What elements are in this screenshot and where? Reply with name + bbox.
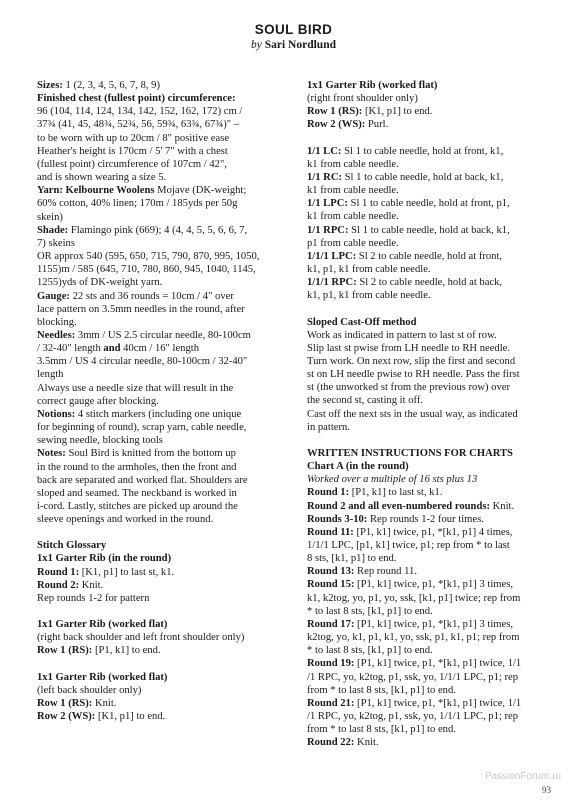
round-row: Round 21: [P1, k1] twice, p1, *[k1, p1] twice, 1/1 xyxy=(307,697,522,709)
round-line: from * to last 8 sts, [k1, p1] to end. xyxy=(307,684,456,696)
yarn-line: 60% cotton, 40% linen; 170m / 185yds per 50g xyxy=(37,198,238,210)
round-row: Round 15: [P1, k1] twice, p1, *[k1, p1] 3 times, xyxy=(307,579,513,591)
shade-line: 7) skeins xyxy=(37,237,75,249)
chest-line: 37¾ (41, 45, 48¾, 52¾, 56, 59¾, 63¾, 67¾)" – xyxy=(37,119,240,131)
spacer xyxy=(37,658,285,671)
spacer xyxy=(307,434,557,447)
round-row: Round 19: [P1, k1] twice, p1, *[k1, p1] twice, 1/1 xyxy=(307,658,522,670)
glossary-row: Round 1: [K1, p1] to last st, k1. xyxy=(37,566,175,578)
spacer xyxy=(37,526,285,539)
cable-def: 1/1/1 RPC: Sl 2 to cable needle, hold at back, xyxy=(307,277,503,289)
notions-line: for beginning of round), scrap yarn, cable needle, xyxy=(37,422,247,434)
cable-def: 1/1/1 LPC: Sl 2 to cable needle, hold at front, xyxy=(307,250,503,262)
round-row: Round 17: [P1, k1] twice, p1, *[k1, p1] 3 times, xyxy=(307,618,513,630)
spacer xyxy=(307,132,557,145)
yarn: Yarn: Kelbourne Woolens Mojave (DK-weight; xyxy=(37,185,247,197)
sloped-line: Turn work. On next row, slip the first and second xyxy=(307,355,516,367)
page-number: 93 xyxy=(542,785,551,795)
needles-line: 3.5mm / US 4 circular needle, 80-100cm / 32-40" xyxy=(37,356,248,368)
gauge-line: lace pattern on 3.5mm needles in the round, after xyxy=(37,303,245,315)
chest-line: and is shown wearing a size 5. xyxy=(37,172,167,184)
gauge-line: blocking. xyxy=(37,316,77,328)
glossary-item-heading: 1x1 Garter Rib (worked flat) xyxy=(307,80,438,91)
page-header xyxy=(0,22,587,53)
shade-line: 1255)yds of DK-weight yarn. xyxy=(37,277,163,289)
shade-line: OR approx 540 (595, 650, 715, 790, 870, 995, 1050, xyxy=(37,251,260,263)
cable-def: 1/1 RPC: Sl 1 to cable needle, hold at back, k1, xyxy=(307,224,510,236)
round-line: 1/1/1 LPC, [p1, k1] twice, p1; rep from * to last xyxy=(307,540,510,551)
yarn-line: skein) xyxy=(37,211,63,223)
chest-label: Finished chest (fullest point) circumference: xyxy=(37,93,236,105)
cable-def-line: k1 from cable needle. xyxy=(307,211,399,223)
round-row: Round 13: Rep round 11. xyxy=(307,566,417,578)
round-line: /1 RPC, yo, k2tog, p1, ssk, yo, 1/1/1 LPC, p1; rep xyxy=(307,671,519,683)
glossary-row: Row 2 (WS): [K1, p1] to end. xyxy=(37,711,166,723)
round-line: from * to last 8 sts, [k1, p1] to end. xyxy=(307,724,456,736)
pattern-title: SOUL BIRD xyxy=(254,22,333,37)
needles-line: correct gauge after blocking. xyxy=(37,395,159,407)
cable-def-line: k1 from cable needle. xyxy=(307,185,399,197)
round-row: Round 2 and all even-numbered rounds: Knit. xyxy=(307,500,515,512)
notes-line: back are separated and worked flat. Shoulders are xyxy=(37,474,248,486)
sloped-line: in pattern. xyxy=(307,421,350,433)
glossary-sub: (right front shoulder only) xyxy=(307,93,418,105)
round-line: * to last 8 sts, [k1, p1] to end. xyxy=(307,645,433,657)
glossary-item-heading: 1x1 Garter Rib (worked flat) xyxy=(37,619,168,631)
glossary-item-heading: 1x1 Garter Rib (in the round) xyxy=(37,553,172,565)
round-row: Round 22: Knit. xyxy=(307,737,379,749)
notes: Notes: Soul Bird is knitted from the bottom up xyxy=(37,448,236,460)
round-row: Round 11: [P1, k1] twice, p1, *[k1, p1] 4 times, xyxy=(307,526,513,538)
sloped-heading: Sloped Cast-Off method xyxy=(307,316,417,328)
notes-line: sloped and seamed. The neckband is worked in xyxy=(37,487,237,499)
written-heading: WRITTEN INSTRUCTIONS FOR CHARTS xyxy=(307,447,513,459)
chest-line: to be worn with up to 20cm / 8" positive ease xyxy=(37,132,230,144)
shade-line: 1155)m / 585 (645, 710, 780, 860, 945, 1040, 1145, xyxy=(37,264,256,276)
sloped-line: Slip last st pwise from LH needle to RH needle. xyxy=(307,342,511,354)
glossary-row: Row 1 (RS): [P1, k1] to end. xyxy=(37,645,161,657)
glossary-row: Row 2 (WS): Purl. xyxy=(307,119,389,131)
needles-line: Always use a needle size that will result in the xyxy=(37,382,234,394)
needles-line: length xyxy=(37,369,64,381)
round-line: * to last 8 sts, [k1, p1] to end. xyxy=(307,605,433,617)
round-line: 8 sts, [k1, p1] to end. xyxy=(307,553,397,565)
spacer xyxy=(307,303,557,316)
needles-line: / 32-40" length and 40cm / 16" length xyxy=(37,343,199,355)
sloped-line: st (the unworked st from the previous row) over xyxy=(307,382,510,394)
sloped-line: Work as indicated in pattern to last st of row. xyxy=(307,329,497,341)
needles: Needles: 3mm / US 2.5 circular needle, 80-100cm xyxy=(37,329,251,341)
cable-def-line: k1 from cable needle. xyxy=(307,158,399,170)
chart-a-sub: Worked over a multiple of 16 sts plus 13 xyxy=(307,474,478,486)
watermark-site: PassionForum.ru xyxy=(484,771,561,782)
cable-def: 1/1 RC: Sl 1 to cable needle, hold at back, k1, xyxy=(307,171,504,183)
sloped-line: Cast off the next sts in the usual way, as indicated xyxy=(307,408,518,420)
spacer xyxy=(37,605,285,618)
round-line: k2tog, yo, k1, p1, k1, yo, ssk, p1, k1, p1; rep from xyxy=(307,632,520,644)
chest-line: Heather's height is 170cm / 5' 7" with a chest xyxy=(37,145,228,157)
round-line: k1, k2tog, yo, p1, yo, ssk, [k1, p1] twice; rep from xyxy=(307,592,521,604)
notes-line: sleeve openings and worked in the round. xyxy=(37,514,214,526)
chest-line: 96 (104, 114, 124, 134, 142, 152, 162, 172) cm / xyxy=(37,106,243,118)
glossary-row: Rep rounds 1-2 for pattern xyxy=(37,592,150,604)
glossary-sub: (left back shoulder only) xyxy=(37,684,142,696)
round-row: Round 1: [P1, k1] to last st, k1. xyxy=(307,487,443,499)
glossary-heading: Stitch Glossary xyxy=(37,540,107,552)
notes-line: i-cord. Lastly, stitches are picked up around the xyxy=(37,501,238,512)
glossary-sub: (right back shoulder and left front shoulder only) xyxy=(37,632,245,644)
cable-def-line: p1 from cable needle. xyxy=(307,237,399,249)
byline xyxy=(0,38,587,53)
gauge: Gauge: 22 sts and 36 rounds = 10cm / 4" over xyxy=(37,290,234,302)
shade: Shade: Flamingo pink (669); 4 (4, 4, 5, 5, 6, 6, 7, xyxy=(37,224,248,236)
glossary-row: Row 1 (RS): Knit. xyxy=(37,697,117,709)
sloped-line: the second st, casting it off. xyxy=(307,395,424,407)
notions-line: sewing needle, blocking tools xyxy=(37,435,163,447)
right-column xyxy=(307,79,557,750)
glossary-item-heading: 1x1 Garter Rib (worked flat) xyxy=(37,671,168,683)
notions: Notions: 4 stitch markers (including one unique xyxy=(37,408,242,420)
sloped-line: st on LH needle pwise to RH needle. Pass the first xyxy=(307,369,520,381)
glossary-row: Round 2: Knit. xyxy=(37,579,104,591)
left-column xyxy=(37,79,285,723)
cable-def-line: k1, p1, k1 from cable needle. xyxy=(307,290,431,302)
chart-a-heading: Chart A (in the round) xyxy=(307,461,409,473)
author-name: Sari Nordlund xyxy=(264,39,336,51)
sizes: Sizes: 1 (2, 3, 4, 5, 6, 7, 8, 9) xyxy=(37,80,160,91)
round-row: Rounds 3-10: Rep rounds 1-2 four times. xyxy=(307,513,484,525)
notes-line: in the round to the armholes, then the front and xyxy=(37,461,237,473)
chest-line: (fullest point) circumference of 107cm / 42", xyxy=(37,158,227,170)
glossary-row: Row 1 (RS): [K1, p1] to end. xyxy=(307,106,433,118)
round-line: /1 RPC, yo, k2tog, p1, ssk, yo, 1/1/1 LPC, p1; rep xyxy=(307,711,519,723)
cable-def: 1/1 LPC: Sl 1 to cable needle, hold at front, p1, xyxy=(307,198,510,210)
byline-by: by xyxy=(251,39,262,51)
cable-def-line: k1, p1, k1 from cable needle. xyxy=(307,264,431,276)
cable-def: 1/1 LC: Sl 1 to cable needle, hold at front, k1, xyxy=(307,145,504,157)
